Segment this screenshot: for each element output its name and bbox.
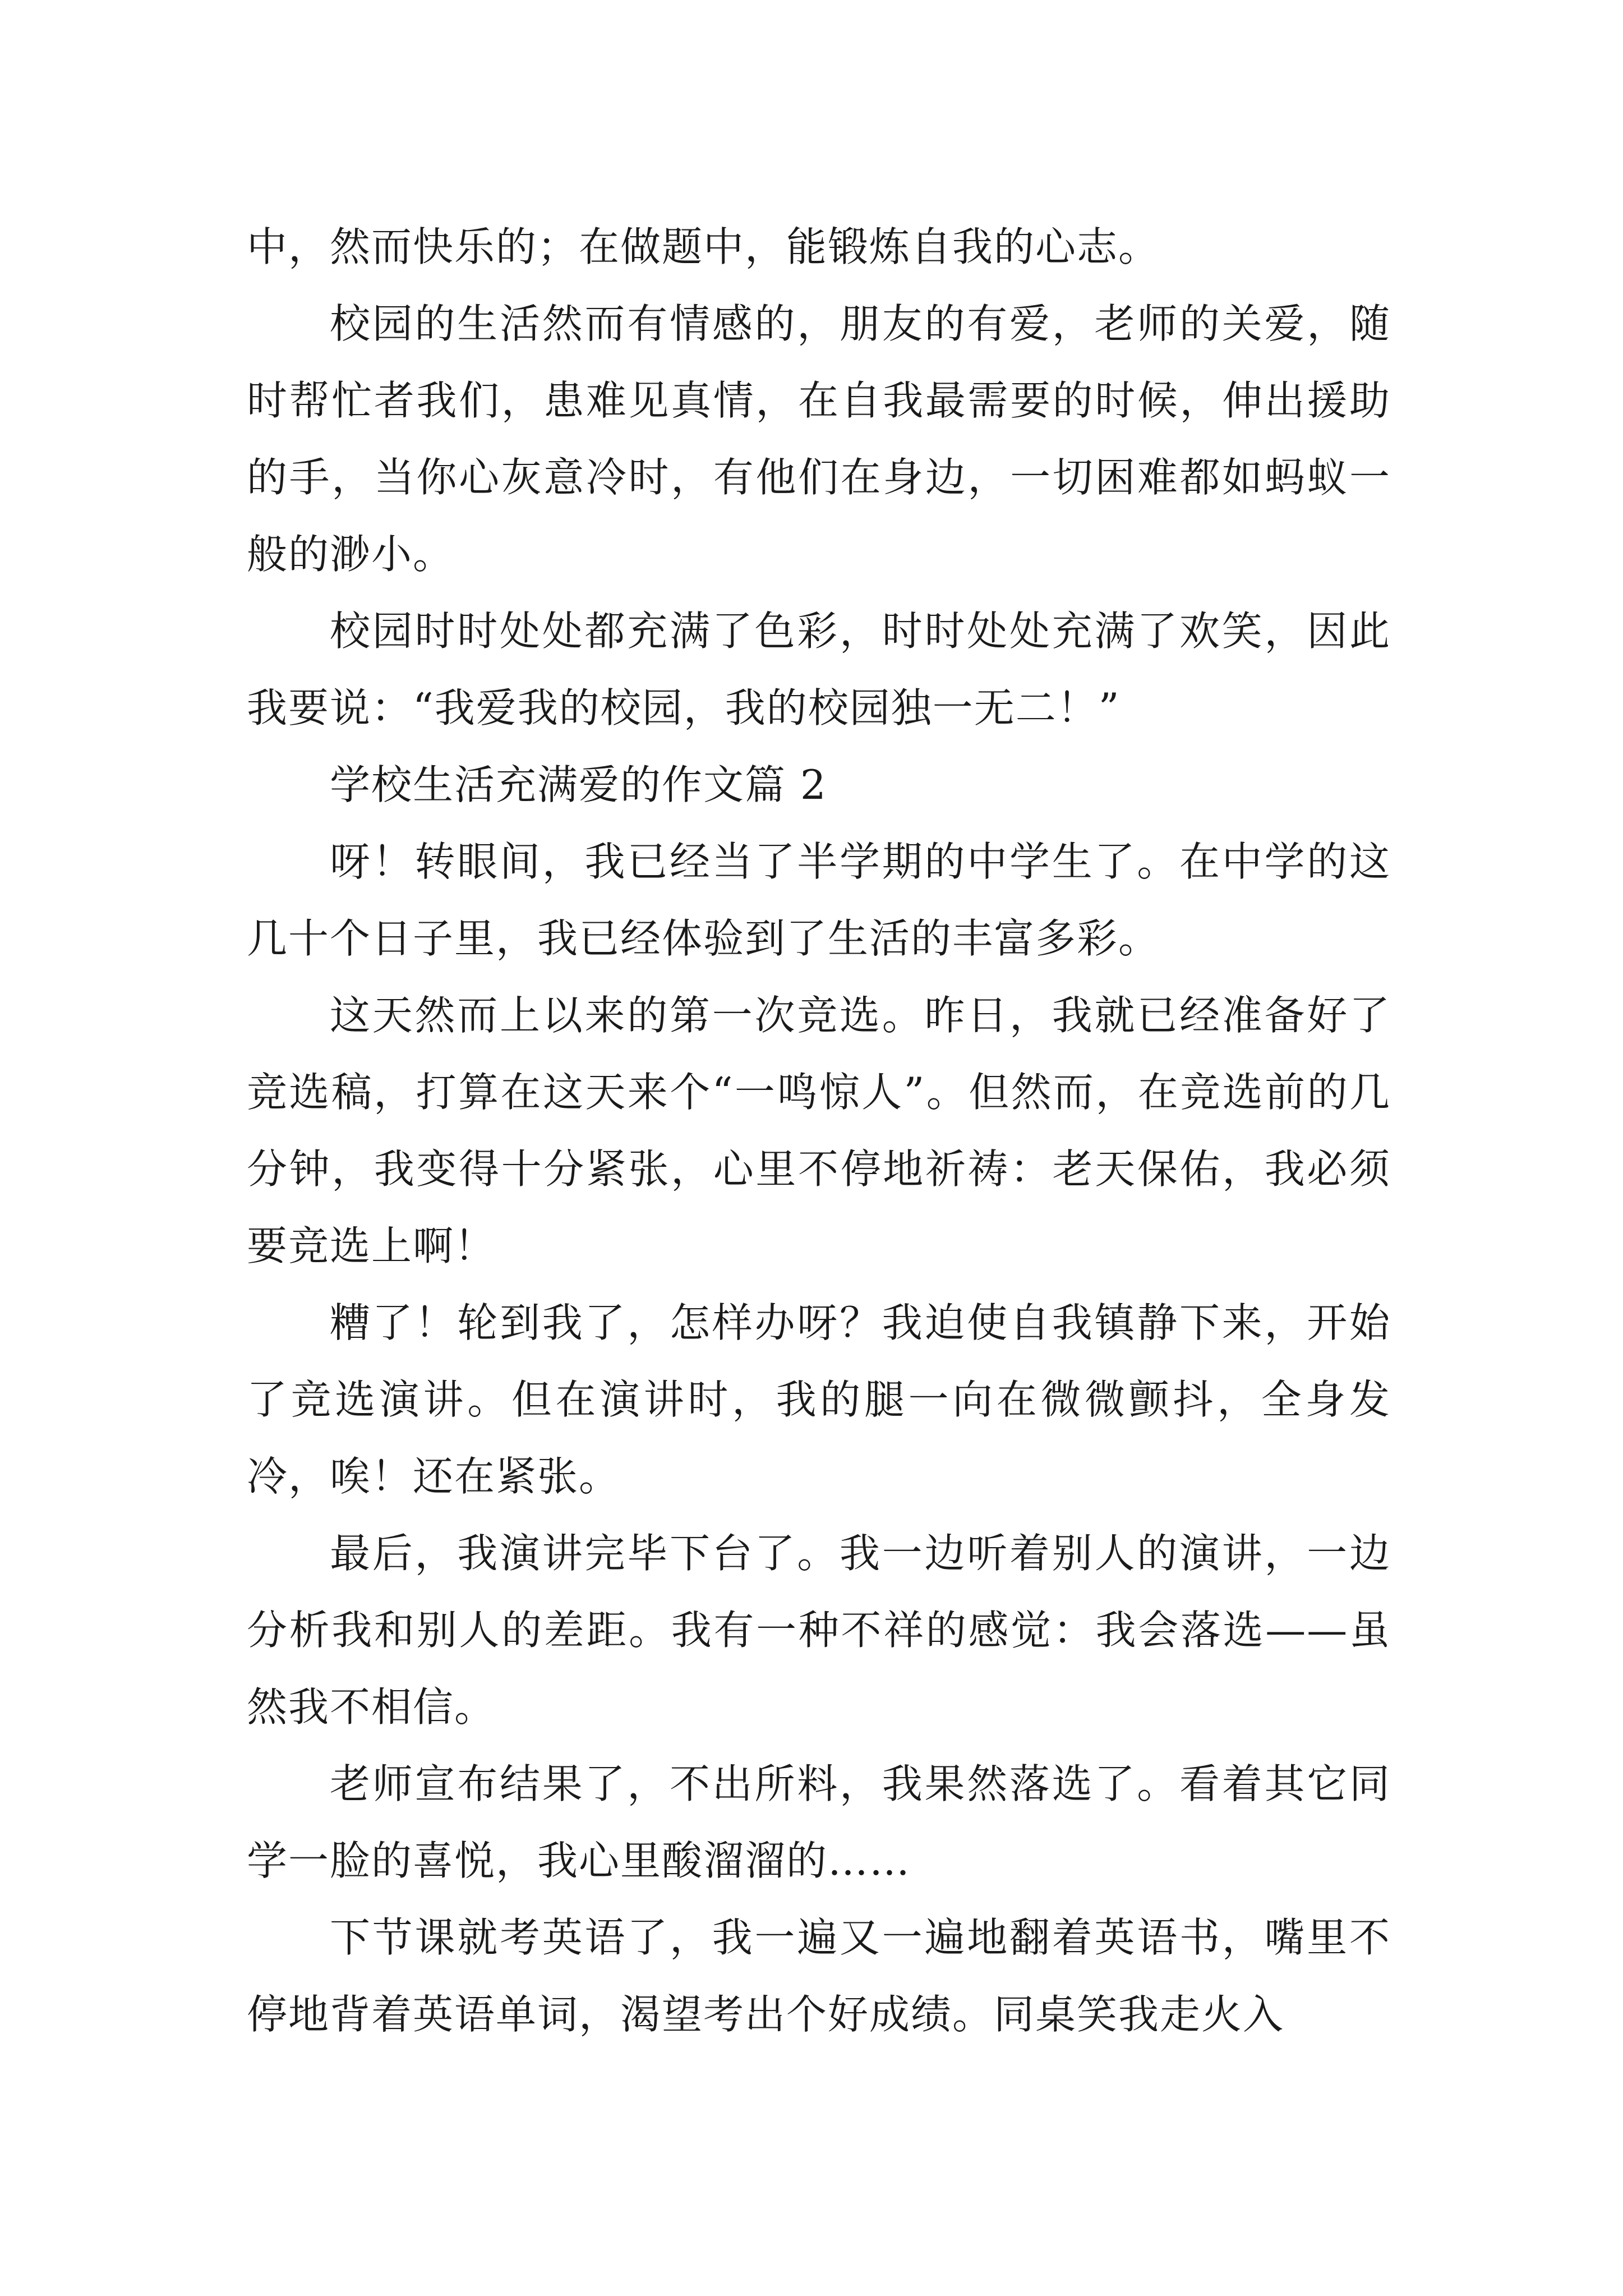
paragraph-6: 这天然而上以来的第一次竞选。昨日，我就已经准备好了竞选稿，打算在这天来个“一鸣惊人”。但然而，在竞选前的几分钟，我变得十分紧张，心里不停地祈祷：老天保佑，我必须要竞选上啊！: [247, 992, 1391, 1269]
paragraph-9: 老师宣布结果了，不出所料，我果然落选了。看着其它同学一脸的喜悦，我心里酸溜溜的……: [247, 1760, 1391, 1884]
section-heading: 学校生活充满爱的作文篇 2: [330, 761, 827, 808]
paragraph-2: 校园的生活然而有情感的，朋友的有爱，老师的关爱，随时帮忙者我们，患难见真情，在自我最需要的时候，伸出援助的手，当你心灰意冷时，有他们在身边，一切困难都如蚂蚁一般的渺小。: [247, 300, 1391, 578]
paragraph-7: 糟了！轮到我了，怎样办呀？我迫使自我镇静下来，开始了竞选演讲。但在演讲时，我的腿一向在微微颤抖，全身发冷，唉！还在紧张。: [247, 1299, 1391, 1500]
paragraph-8: 最后，我演讲完毕下台了。我一边听着别人的演讲，一边分析我和别人的差距。我有一种不祥的感觉：我会落选——虽然我不相信。: [247, 1530, 1391, 1731]
paragraph-3: 校园时时处处都充满了色彩，时时处处充满了欢笑，因此我要说：“我爱我的校园，我的校园独一无二！”: [247, 608, 1391, 731]
paragraph-5: 呀！转眼间，我已经当了半学期的中学生了。在中学的这几十个日子里，我已经体验到了生活的丰富多彩。: [247, 838, 1391, 962]
paragraph-1: 中，然而快乐的；在做题中，能锻炼自我的心志。: [247, 223, 1160, 270]
paragraph-10: 下节课就考英语了，我一遍又一遍地翻着英语书，嘴里不停地背着英语单词，渴望考出个好成绩。同桌笑我走火入: [247, 1914, 1391, 2038]
document-body: [247, 209, 1391, 2053]
